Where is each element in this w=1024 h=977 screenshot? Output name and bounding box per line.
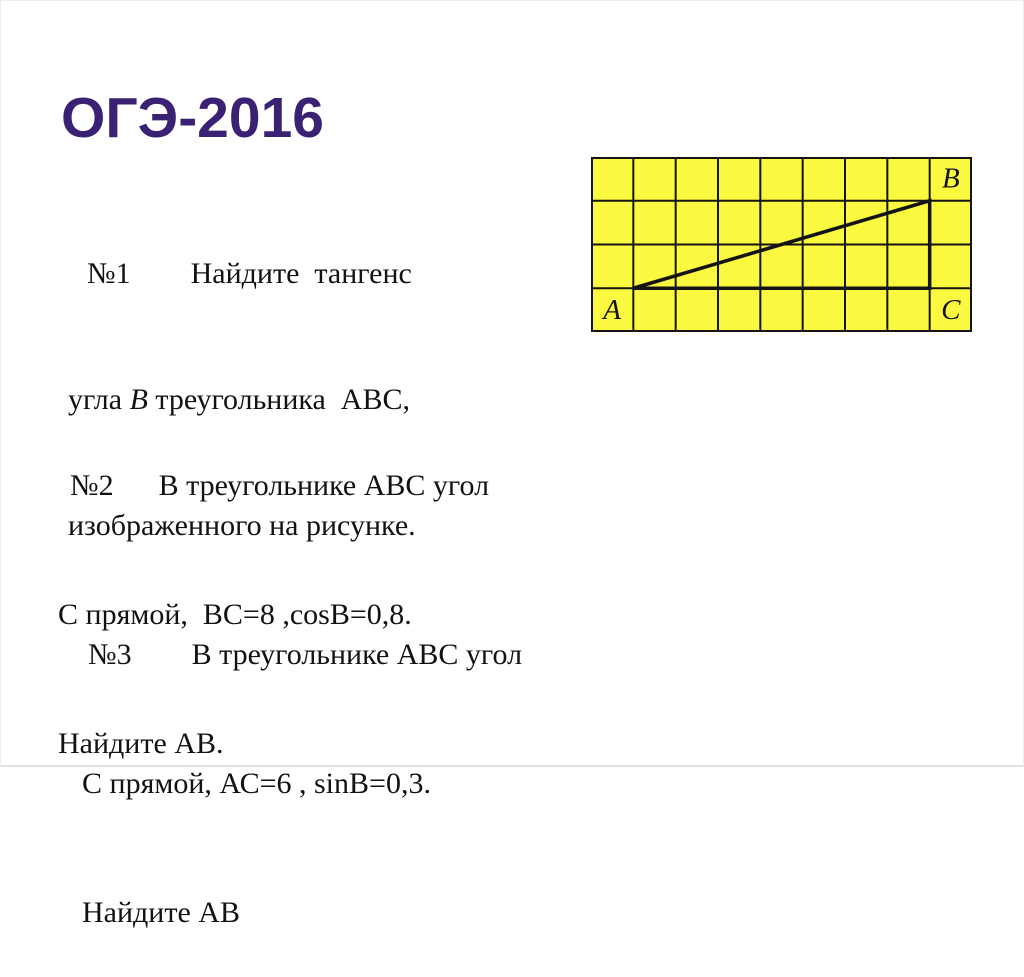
slide-title: ОГЭ-2016 [61, 86, 324, 150]
angle-b-italic-label: B [129, 383, 148, 416]
grid-figure-svg [591, 157, 972, 332]
problem-3-line-2-text: С прямой, АС=6 , sinB=0,3. [82, 767, 431, 800]
problem-1-line-3-text: изображенного на рисунке. [68, 509, 416, 542]
problem-2-line-3-text: Найдите АВ. [58, 727, 224, 760]
problem-1-line-1 [68, 253, 416, 295]
problem-3 [82, 547, 522, 977]
problem-1-line-1-text: №1 Найдите тангенс [87, 257, 412, 290]
vertex-label-A: A [603, 293, 622, 326]
problem-3-line-1-text: №3 В треугольнике АВС угол [88, 638, 523, 671]
problem-3-line-1 [82, 633, 522, 676]
problem-3-line-3 [82, 891, 522, 934]
problem-3-line-3-text: Найдите АВ [82, 896, 240, 929]
problem-1-line-2-post: треугольника АВС, [147, 383, 410, 416]
problem-2-line-1-text: №2 В треугольнике АВС угол [70, 469, 490, 502]
problem-2-line-1 [58, 464, 489, 507]
problem-2-line-2-text: С прямой, ВС=8 ,cosB=0,8. [58, 598, 412, 631]
grid-triangle-figure [591, 157, 972, 332]
problem-3-line-2 [82, 762, 522, 805]
vertex-label-C: C [941, 293, 961, 326]
vertex-label-B: B [941, 162, 960, 195]
problem-1-line-2-pre: угла [68, 383, 130, 416]
